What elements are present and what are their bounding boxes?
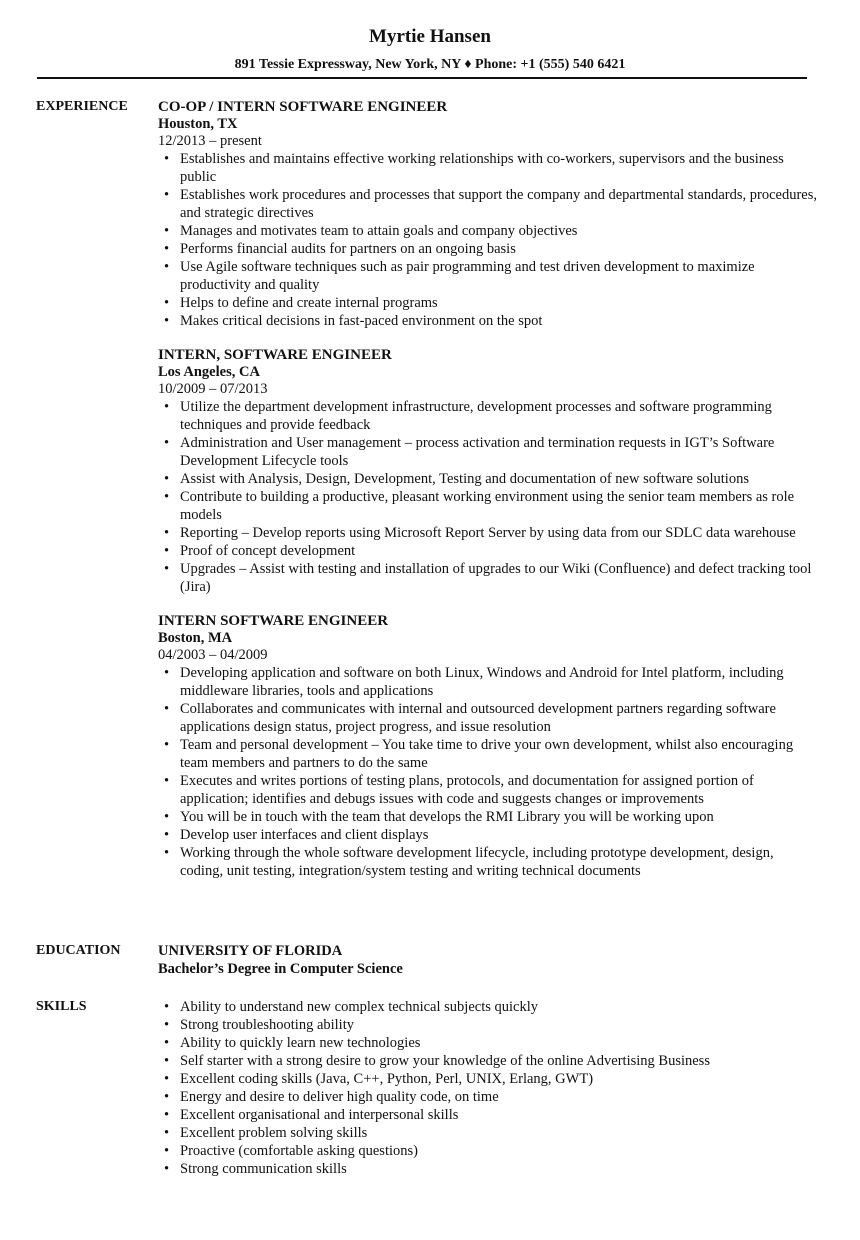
duty-item: • Manages and motivates team to attain goals and company objectives [158,222,818,240]
duty-item: • Administration and User management – process activation and termination requests in IGT’s Software Development Lifecycle tools [158,434,818,470]
education-body [158,942,818,978]
skill-item: • Ability to understand new complex technical subjects quickly [158,998,818,1016]
duty-item: • Team and personal development – You take time to drive your own development, whilst also encouraging team members and partners to do the same [158,736,818,772]
duty-item: • Helps to define and create internal programs [158,294,818,312]
duty-item: • Use Agile software techniques such as pair programming and test driven development to maximize productivity and quality [158,258,818,294]
header-divider [37,77,807,79]
duty-item: • Establishes work procedures and processes that support the company and departmental standards, procedures, and strategic directives [158,186,818,222]
duty-item: • Establishes and maintains effective working relationships with co-workers, supervisors and the business public [158,150,818,186]
degree-name: Bachelor’s Degree in Computer Science [158,961,403,977]
skills-label: SKILLS [36,999,87,1014]
skill-item: • Excellent coding skills (Java, C++, Python, Perl, UNIX, Erlang, GWT) [158,1070,818,1088]
job-duties [158,398,818,596]
skill-item: • Excellent problem solving skills [158,1124,818,1142]
job-location: Los Angeles, CA [158,364,260,380]
job-location: Houston, TX [158,116,238,132]
job-duties [158,150,818,330]
experience-body [158,98,818,896]
skill-item: • Strong communication skills [158,1160,818,1178]
duty-item: • Makes critical decisions in fast-paced environment on the spot [158,312,818,330]
skill-item: • Energy and desire to deliver high quality code, on time [158,1088,818,1106]
skill-item: • Self starter with a strong desire to grow your knowledge of the online Advertising Business [158,1052,818,1070]
duty-item: • Utilize the department development infrastructure, development processes and software programming techniques and provide feedback [158,398,818,434]
skill-item: • Proactive (comfortable asking questions) [158,1142,818,1160]
duty-item: • You will be in touch with the team that develops the RMI Library you will be working upon [158,808,818,826]
job-dates: 10/2009 – 07/2013 [158,381,268,397]
duty-item: • Reporting – Develop reports using Microsoft Report Server by using data from our SDLC data warehouse [158,524,818,542]
job-duties [158,664,818,880]
duty-item: • Working through the whole software development lifecycle, including prototype development, design, coding, unit testing, integration/system testing and writing technical documents [158,844,818,880]
job-title: CO-OP / INTERN SOFTWARE ENGINEER [158,99,448,115]
skill-item: • Strong troubleshooting ability [158,1016,818,1034]
contact-line: 891 Tessie Expressway, New York, NY ♦ Phone: +1 (555) 540 6421 [234,57,626,72]
skill-item: • Ability to quickly learn new technologies [158,1034,818,1052]
job-dates: 12/2013 – present [158,133,262,149]
experience-label: EXPERIENCE [36,99,128,114]
job-title: INTERN, SOFTWARE ENGINEER [158,347,392,363]
duty-item: • Collaborates and communicates with internal and outsourced development partners regarding software applications design status, project progress, and issue resolution [158,700,818,736]
candidate-name: Myrtie Hansen [369,26,491,47]
duty-item: • Upgrades – Assist with testing and installation of upgrades to our Wiki (Confluence) and defect tracking tool (Jira) [158,560,818,596]
job-title: INTERN SOFTWARE ENGINEER [158,613,389,629]
job-location: Boston, MA [158,630,233,646]
resume-header [0,24,860,74]
job-entry [158,612,818,880]
duty-item: • Performs financial audits for partners on an ongoing basis [158,240,818,258]
duty-item: • Contribute to building a productive, pleasant working environment using the senior team members as role models [158,488,818,524]
duty-item: • Develop user interfaces and client displays [158,826,818,844]
job-dates: 04/2003 – 04/2009 [158,647,268,663]
job-entry [158,346,818,596]
job-entry [158,98,818,330]
duty-item: • Proof of concept development [158,542,818,560]
education-label: EDUCATION [36,943,121,958]
school-name: UNIVERSITY OF FLORIDA [158,943,343,959]
skill-item: • Excellent organisational and interpersonal skills [158,1106,818,1124]
duty-item: • Assist with Analysis, Design, Development, Testing and documentation of new software solutions [158,470,818,488]
duty-item: • Developing application and software on both Linux, Windows and Android for Intel platform, including middleware libraries, tools and applications [158,664,818,700]
duty-item: • Executes and writes portions of testing plans, protocols, and documentation for assigned portion of application; identifies and debugs issues with code and suggests changes or improvements [158,772,818,808]
skills-list [158,998,818,1178]
skills-body [158,998,818,1178]
